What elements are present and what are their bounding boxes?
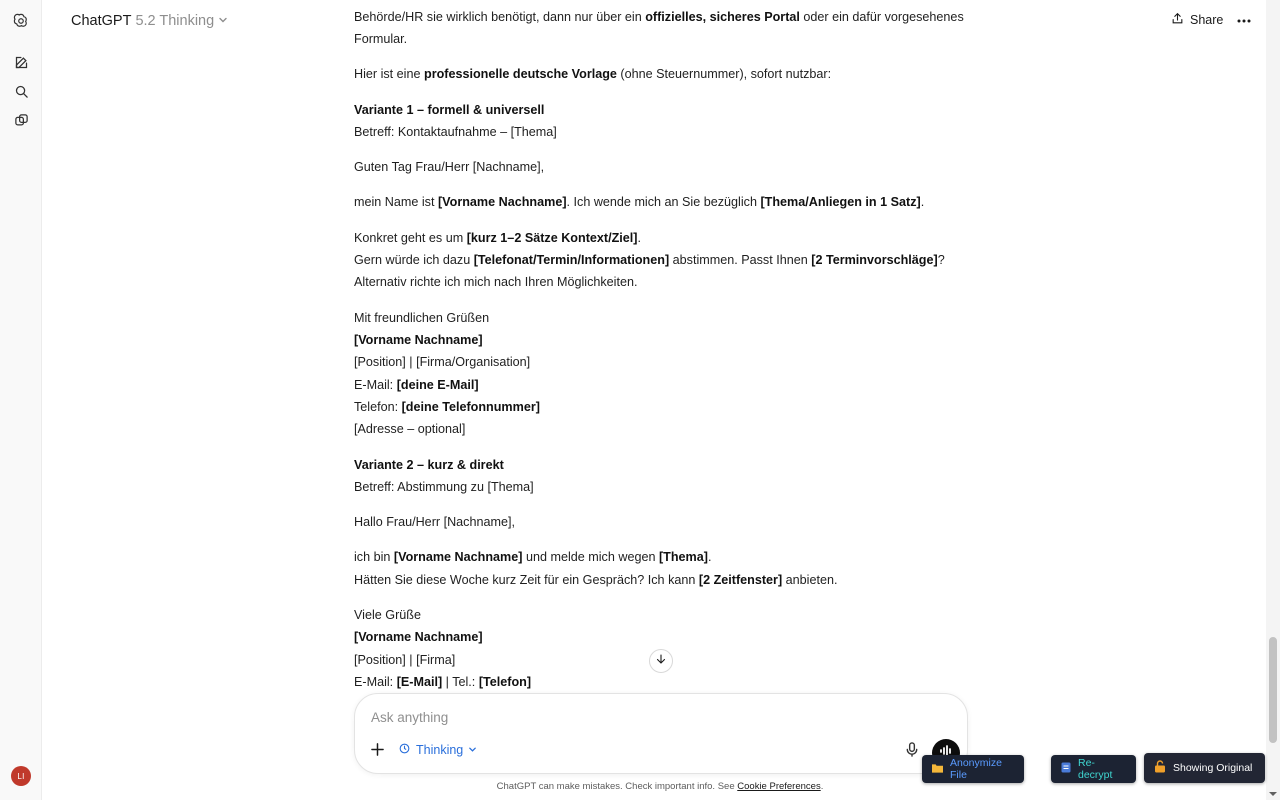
message-line: [354, 156, 544, 178]
showing-original-button[interactable]: [1144, 753, 1265, 783]
anonymize-file-button[interactable]: [922, 755, 1024, 783]
text-span: Viele Grüße: [354, 608, 421, 622]
text-span: . Ich wende mich an Sie bezüglich: [566, 195, 761, 209]
bold-text: [Thema/Anliegen in 1 Satz]: [760, 195, 921, 209]
message-line: [354, 99, 544, 121]
prompt-input[interactable]: [371, 706, 931, 728]
text-span: Betreff: Kontaktaufnahme – [Thema]: [354, 125, 557, 139]
disclaimer-text: ChatGPT can make mistakes. Check important info. See: [496, 781, 738, 792]
arrow-down-icon: [655, 652, 667, 670]
thinking-label: Thinking: [416, 743, 464, 757]
text-span: ?: [937, 253, 945, 267]
text-span: [Position] | [Firma/Organisation]: [354, 355, 531, 369]
text-span: Behörde/HR sie wirklich benötigt, dann nur über ein: [354, 10, 646, 24]
bold-text: professionelle deutsche Vorlage: [424, 67, 617, 81]
text-span: E-Mail:: [354, 378, 397, 392]
share-icon: [1171, 12, 1184, 28]
text-span: anbieten.: [782, 573, 838, 587]
chevron-down-icon: [218, 13, 228, 29]
bold-text: Variante 2 – kurz & direkt: [354, 458, 504, 472]
text-span: Hallo Frau/Herr [Nachname],: [354, 515, 515, 529]
model-selector[interactable]: [71, 13, 228, 29]
microphone-button[interactable]: [904, 743, 920, 761]
thinking-mode-button[interactable]: [398, 742, 477, 758]
message-line: [354, 569, 837, 591]
disclaimer-suffix: .: [820, 781, 824, 792]
message-line: [354, 63, 831, 85]
message-line: [354, 6, 964, 28]
thinking-icon: [398, 742, 411, 758]
text-span: (ohne Steuernummer), sofort nutzbar:: [616, 67, 832, 81]
message-line: [354, 418, 465, 440]
text-span: Guten Tag Frau/Herr [Nachname],: [354, 160, 545, 174]
scroll-to-bottom-button[interactable]: [649, 649, 673, 673]
bold-text: [Vorname Nachname]: [354, 630, 483, 644]
library-icon[interactable]: [12, 111, 30, 129]
message-line: [354, 307, 489, 329]
message-line: [354, 604, 421, 626]
message-line: [354, 374, 479, 396]
bold-text: offizielles, sicheres Portal: [645, 10, 800, 24]
text-span: | Tel.:: [442, 675, 479, 689]
bold-text: Variante 1 – formell & universell: [354, 103, 545, 117]
document-icon: [1061, 762, 1071, 776]
bold-text: [2 Zeitfenster]: [698, 573, 783, 587]
openai-logo-icon[interactable]: [12, 12, 30, 30]
text-span: Konkret geht es um: [354, 231, 467, 245]
text-span: .: [637, 231, 641, 245]
text-span: oder ein dafür vorgesehenes: [799, 10, 964, 24]
message-line: [354, 28, 407, 50]
text-span: [Adresse – optional]: [354, 422, 466, 436]
cookie-preferences-link[interactable]: Cookie Preferences: [737, 781, 821, 792]
bold-text: [2 Terminvorschläge]: [811, 253, 938, 267]
text-span: Hier ist eine: [354, 67, 424, 81]
bold-text: [Vorname Nachname]: [393, 550, 523, 564]
add-attachment-button[interactable]: [368, 743, 386, 761]
message-line: [354, 511, 515, 533]
left-rail: [0, 0, 42, 800]
text-span: Mit freundlichen Grüßen: [354, 311, 490, 325]
folder-icon: [932, 763, 943, 776]
message-line: [354, 121, 557, 143]
model-version: 5.2 Thinking: [135, 13, 215, 29]
message-line: [354, 454, 504, 476]
message-line: [354, 649, 455, 671]
text-span: E-Mail:: [354, 675, 397, 689]
composer: [354, 693, 968, 774]
text-span: Formular.: [354, 32, 408, 46]
plus-icon: [371, 743, 384, 761]
new-chat-icon[interactable]: [12, 53, 30, 71]
chevron-down-icon: [468, 743, 477, 757]
message-line: [354, 271, 638, 293]
re-decrypt-button[interactable]: [1051, 755, 1136, 783]
text-span: und melde mich wegen: [522, 550, 659, 564]
showing-original-label: Showing Original: [1173, 762, 1253, 774]
microphone-icon: [906, 742, 918, 762]
message-line: [354, 329, 483, 351]
text-span: mein Name ist: [354, 195, 438, 209]
bold-text: [Telefon]: [478, 675, 532, 689]
message-line: [354, 546, 711, 568]
anonymize-file-label: Anonymize File: [950, 757, 1002, 781]
unlock-icon: [1154, 760, 1166, 776]
share-label: Share: [1190, 13, 1224, 27]
message-line: [354, 626, 483, 648]
text-span: abstimmen. Passt Ihnen: [669, 253, 812, 267]
text-span: Alternativ richte ich mich nach Ihren Möglichkeiten.: [354, 275, 638, 289]
bold-text: [E-Mail]: [396, 675, 443, 689]
bold-text: [Telefonat/Termin/Informationen]: [473, 253, 670, 267]
bold-text: [kurz 1–2 Sätze Kontext/Ziel]: [466, 231, 638, 245]
message-line: [354, 671, 531, 693]
text-span: [Position] | [Firma]: [354, 653, 456, 667]
re-decrypt-label: Re-decrypt: [1078, 757, 1113, 781]
more-options-icon[interactable]: [1235, 12, 1253, 30]
share-button[interactable]: [1171, 12, 1223, 28]
bold-text: [deine E-Mail]: [396, 378, 479, 392]
message-line: [354, 227, 641, 249]
text-span: Gern würde ich dazu: [354, 253, 474, 267]
message-line: [354, 249, 945, 271]
text-span: ich bin: [354, 550, 394, 564]
search-icon[interactable]: [12, 82, 30, 100]
message-line: [354, 396, 540, 418]
bold-text: [Vorname Nachname]: [437, 195, 567, 209]
model-name: ChatGPT: [71, 13, 132, 29]
text-span: Betreff: Abstimmung zu [Thema]: [354, 480, 534, 494]
scrollbar-thumb[interactable]: [1269, 637, 1277, 743]
message-line: [354, 476, 534, 498]
bold-text: [deine Telefonnummer]: [401, 400, 540, 414]
text-span: .: [920, 195, 925, 209]
text-span: Telefon:: [354, 400, 402, 414]
bold-text: [Vorname Nachname]: [354, 333, 483, 347]
text-span: Hätten Sie diese Woche kurz Zeit für ein Gespräch? Ich kann: [354, 573, 699, 587]
avatar[interactable]: LI: [11, 766, 31, 786]
text-span: .: [707, 550, 712, 564]
message-line: [354, 351, 530, 373]
bold-text: [Thema]: [658, 550, 708, 564]
message-line: [354, 191, 924, 213]
